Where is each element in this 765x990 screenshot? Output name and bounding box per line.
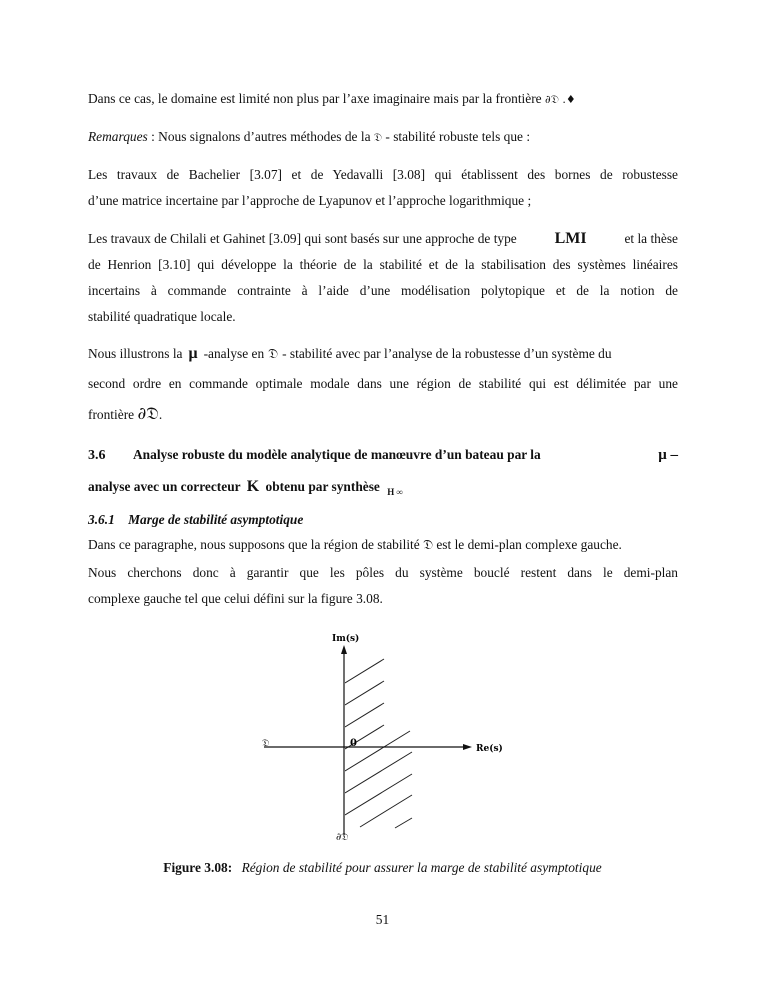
mu-dash: μ – — [658, 447, 678, 463]
para5-b: est le demi-plan complexe gauche. — [436, 537, 622, 552]
hatch-line — [345, 681, 384, 705]
chilali-line-1 — [88, 230, 678, 248]
hatch-line — [345, 774, 412, 815]
imag-axis-arrow — [341, 645, 347, 654]
origin-label: 0 — [350, 738, 357, 749]
henrion-line-3: incertains à commande contrainte à l’aide d’une modélisation polytopique et de la notion de — [88, 283, 678, 298]
remarks-after: - stabilité robuste tels que : — [382, 129, 531, 144]
lmi-text: LMI — [554, 230, 587, 247]
hatch-line — [345, 659, 384, 683]
frontiere-text: frontière — [88, 407, 135, 422]
stability-region-figure — [0, 625, 765, 855]
d-symbol: 𝔇 — [373, 131, 383, 144]
caption-text: Région de stabilité pour assurer la marge de stabilité asymptotique — [241, 860, 602, 875]
illustr-a: Nous illustrons la — [88, 346, 183, 361]
d-symbol-3: 𝔇 — [423, 538, 433, 553]
illustr-b: -analyse en — [203, 346, 265, 361]
section-number: 3.6 — [88, 448, 106, 463]
caption-label: Figure 3.08: — [163, 860, 233, 875]
boundary-symbol-2: ∂𝔇 — [137, 404, 159, 424]
section-title-line-2 — [88, 478, 678, 497]
intro-text: Dans ce cas, le domaine est limité non plus par l’axe imaginaire mais par la frontière — [88, 91, 542, 106]
remarks-before: : Nous signalons d’autres méthodes de la — [147, 129, 371, 144]
paragraph-intro — [88, 90, 678, 109]
hatch-line — [345, 752, 412, 793]
section-title-2b: obtenu par synthèse — [265, 479, 380, 494]
subsection-number: 3.6.1 — [88, 512, 115, 527]
subsection-heading — [88, 511, 678, 529]
bachelier-line-1: Les travaux de Bachelier [3.07] et de Yedavalli [3.08] qui établissent des bornes de robustesse — [88, 167, 678, 182]
im-label: Im(s) — [332, 634, 360, 644]
boundary-symbol: ∂𝔇 .♦ — [545, 93, 576, 106]
re-label: Re(s) — [476, 744, 503, 754]
mu-symbol: μ — [188, 345, 198, 362]
boundary-label: ∂𝔇 — [336, 832, 349, 843]
these-text: et la thèse — [624, 231, 678, 246]
figure-caption — [0, 860, 765, 876]
period: . — [158, 407, 163, 422]
section-title-2a: analyse avec un correcteur — [88, 479, 241, 494]
remarks-line — [88, 128, 678, 147]
bachelier-line-2: d’une matrice incertaine par l’approche de Lyapunov et l’approche logarithmique ; — [88, 193, 532, 208]
para5-a: Dans ce paragraphe, nous supposons que la région de stabilité — [88, 537, 420, 552]
illustration-line-2: second ordre en commande optimale modale dans une région de stabilité qui est délimitée par une — [88, 376, 678, 391]
hatch-line — [345, 703, 384, 727]
h-infinity: H ∞ — [387, 487, 403, 497]
real-axis-arrow — [463, 744, 472, 750]
section-title-1: Analyse robuste du modèle analytique de manœuvre d’un bateau par la — [133, 447, 541, 462]
subsection-title: Marge de stabilité asymptotique — [128, 512, 304, 527]
chilali-text: Les travaux de Chilali et Gahinet [3.09] qui sont basés sur une approche de type — [88, 231, 517, 246]
paragraph-5-line-2: Nous cherchons donc à garantir que les pôles du système bouclé restent dans le demi-plan — [88, 565, 678, 580]
hatch-line — [345, 731, 410, 771]
hatch-line-short — [395, 818, 412, 828]
paragraph-5-line-3: complexe gauche tel que celui défini sur la figure 3.08. — [88, 591, 383, 606]
henrion-line-2: de Henrion [3.10] qui développe la théorie de la stabilité et de la stabilisation des systèmes linéaires — [88, 257, 678, 272]
henrion-line-4: stabilité quadratique locale. — [88, 309, 236, 324]
paragraph-5-line-1 — [88, 536, 678, 555]
d-label: 𝔇 — [262, 738, 270, 749]
section-title-line-1 — [133, 446, 678, 464]
remarks-label: Remarques — [88, 129, 148, 144]
illustration-line-3 — [88, 405, 678, 424]
illustr-c: - stabilité avec par l’analyse de la robustesse d’un système du — [282, 346, 612, 361]
d-symbol-2: 𝔇 — [268, 347, 279, 362]
illustration-line-1 — [88, 345, 678, 364]
page-number: 51 — [375, 912, 390, 927]
k-letter: K — [246, 478, 260, 495]
